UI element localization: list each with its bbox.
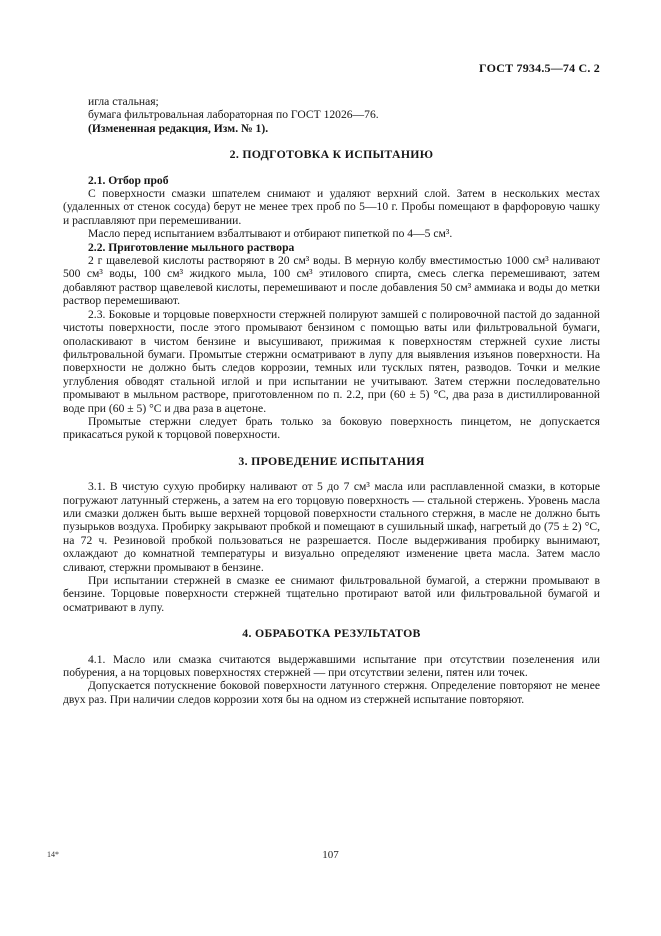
paragraph-2-3-b: Промытые стержни следует брать только за боковую поверхность пинцетом, не допускается прикасаться рукой к торцовой поверхности. <box>63 414 600 442</box>
paragraph-2-3-a: 2.3. Боковые и торцовые поверхности стержней полируют замшей с полировочной пастой до заданной чистоты поверхности, после этого промывают бензином с помощью ваты или фильтровальной бумаги, ополаскивают в чистом бензине и высушивают, прижимая к поверхностям стержней сухие листы фильтровальной бумаги. Промытые стержни осматривают в лупу для выявления изъянов поверхности. На поверхности не должно быть следов коррозии, темных или тусклых пятен, разводов. Точки и мелкие углубления обводят стальной иглой и при испытании не учитывают. Затем стержни последовательно промывают в мыльном растворе, приготовленном по п. 2.2, при (60 ± 5) °С, два раза в дистиллированной воде при (60 ± 5) °С и два раза в ацетоне. <box>63 307 600 415</box>
paragraph-3-1-b: При испытании стержней в смазке ее снимают фильтровальной бумагой, а стержни промывают в бензине. Торцовые поверхности стержней тщательно протирают ватой или фильтровальной бумагой и осматривают в лупу. <box>63 574 600 614</box>
section-3-title: 3. ПРОВЕДЕНИЕ ИСПЫТАНИЯ <box>238 453 425 468</box>
paragraph-2-1-b: Масло перед испытанием взбалтывают и отбирают пипеткой по 4—5 см³. <box>88 227 453 241</box>
document-body <box>63 95 600 706</box>
paragraph-2-2-a: 2 г щавелевой кислоты растворяют в 20 см³ воды. В мерную колбу вместимостью 1000 см³ наливают 500 см³ воды, 100 см³ жидкого мыла, 100 см³ этилового спирта, смесь слегка перемешивают, затем добавляют раствор щавелевой кислоты, перемешивают и после добавления 50 см³ аммиака и воды до метки раствор перемешивают. <box>63 254 600 308</box>
printer-signature-mark: 14* <box>47 850 59 859</box>
paragraph-4-1-a: 4.1. Масло или смазка считаются выдержавшими испытание при отсутствии позеленения или побурения, а на торцовых поверхностях стержней — при отсутствии зелени, пятен или точек. <box>63 652 600 680</box>
running-header: ГОСТ 7934.5—74 С. 2 <box>479 61 600 75</box>
section-4-title: 4. ОБРАБОТКА РЕЗУЛЬТАТОВ <box>242 626 421 641</box>
amendment-note: (Измененная редакция, Изм. № 1). <box>88 121 269 135</box>
paragraph-4-1-b: Допускается потускнение боковой поверхности латунного стержня. Определение повторяют не менее двух раз. При наличии следов коррозии хотя бы на одном из стержней испытание повторяют. <box>63 679 600 706</box>
section-2-title: 2. ПОДГОТОВКА К ИСПЫТАНИЮ <box>229 147 434 162</box>
preamble-line-1: игла стальная; <box>88 95 159 108</box>
page-number: 107 <box>322 849 339 861</box>
paragraph-3-1-a: 3.1. В чистую сухую пробирку наливают от 5 до 7 см³ масла или расплавленной смазки, в которые погружают латунный стержень, а затем на его торцовую поверхность — стальной стержень. Уровень масла или смазки должен быть выше верхней торцовой поверхности стального стержня, в масле не должно быть пузырьков воздуха. Пробирку закрывают пробкой и помещают в сушильный шкаф, нагретый до (75 ± 2) °С, на 72 ч. Резиновой пробкой пользоваться не разрешается. После выдерживания пробирку вынимают, охлаждают до комнатной температуры и визуально определяют изменение цвета масла. Затем масло сливают, стержни промывают в бензине. <box>63 480 600 574</box>
preamble <box>63 95 600 135</box>
paragraph-2-1-a: С поверхности смазки шпателем снимают и удаляют верхний слой. Затем в нескольких местах (удаленных от стенок сосуда) берут не менее трех проб по 5—10 г. Пробы помещают в фарфоровую чашку и расплавляют при перемешивании. <box>63 187 600 227</box>
subsection-2-1-title: 2.1. Отбор проб <box>88 173 169 187</box>
subsection-2-2-title: 2.2. Приготовление мыльного раствора <box>88 240 295 254</box>
preamble-line-2: бумага фильтровальная лабораторная по ГОСТ 12026—76. <box>88 108 379 122</box>
